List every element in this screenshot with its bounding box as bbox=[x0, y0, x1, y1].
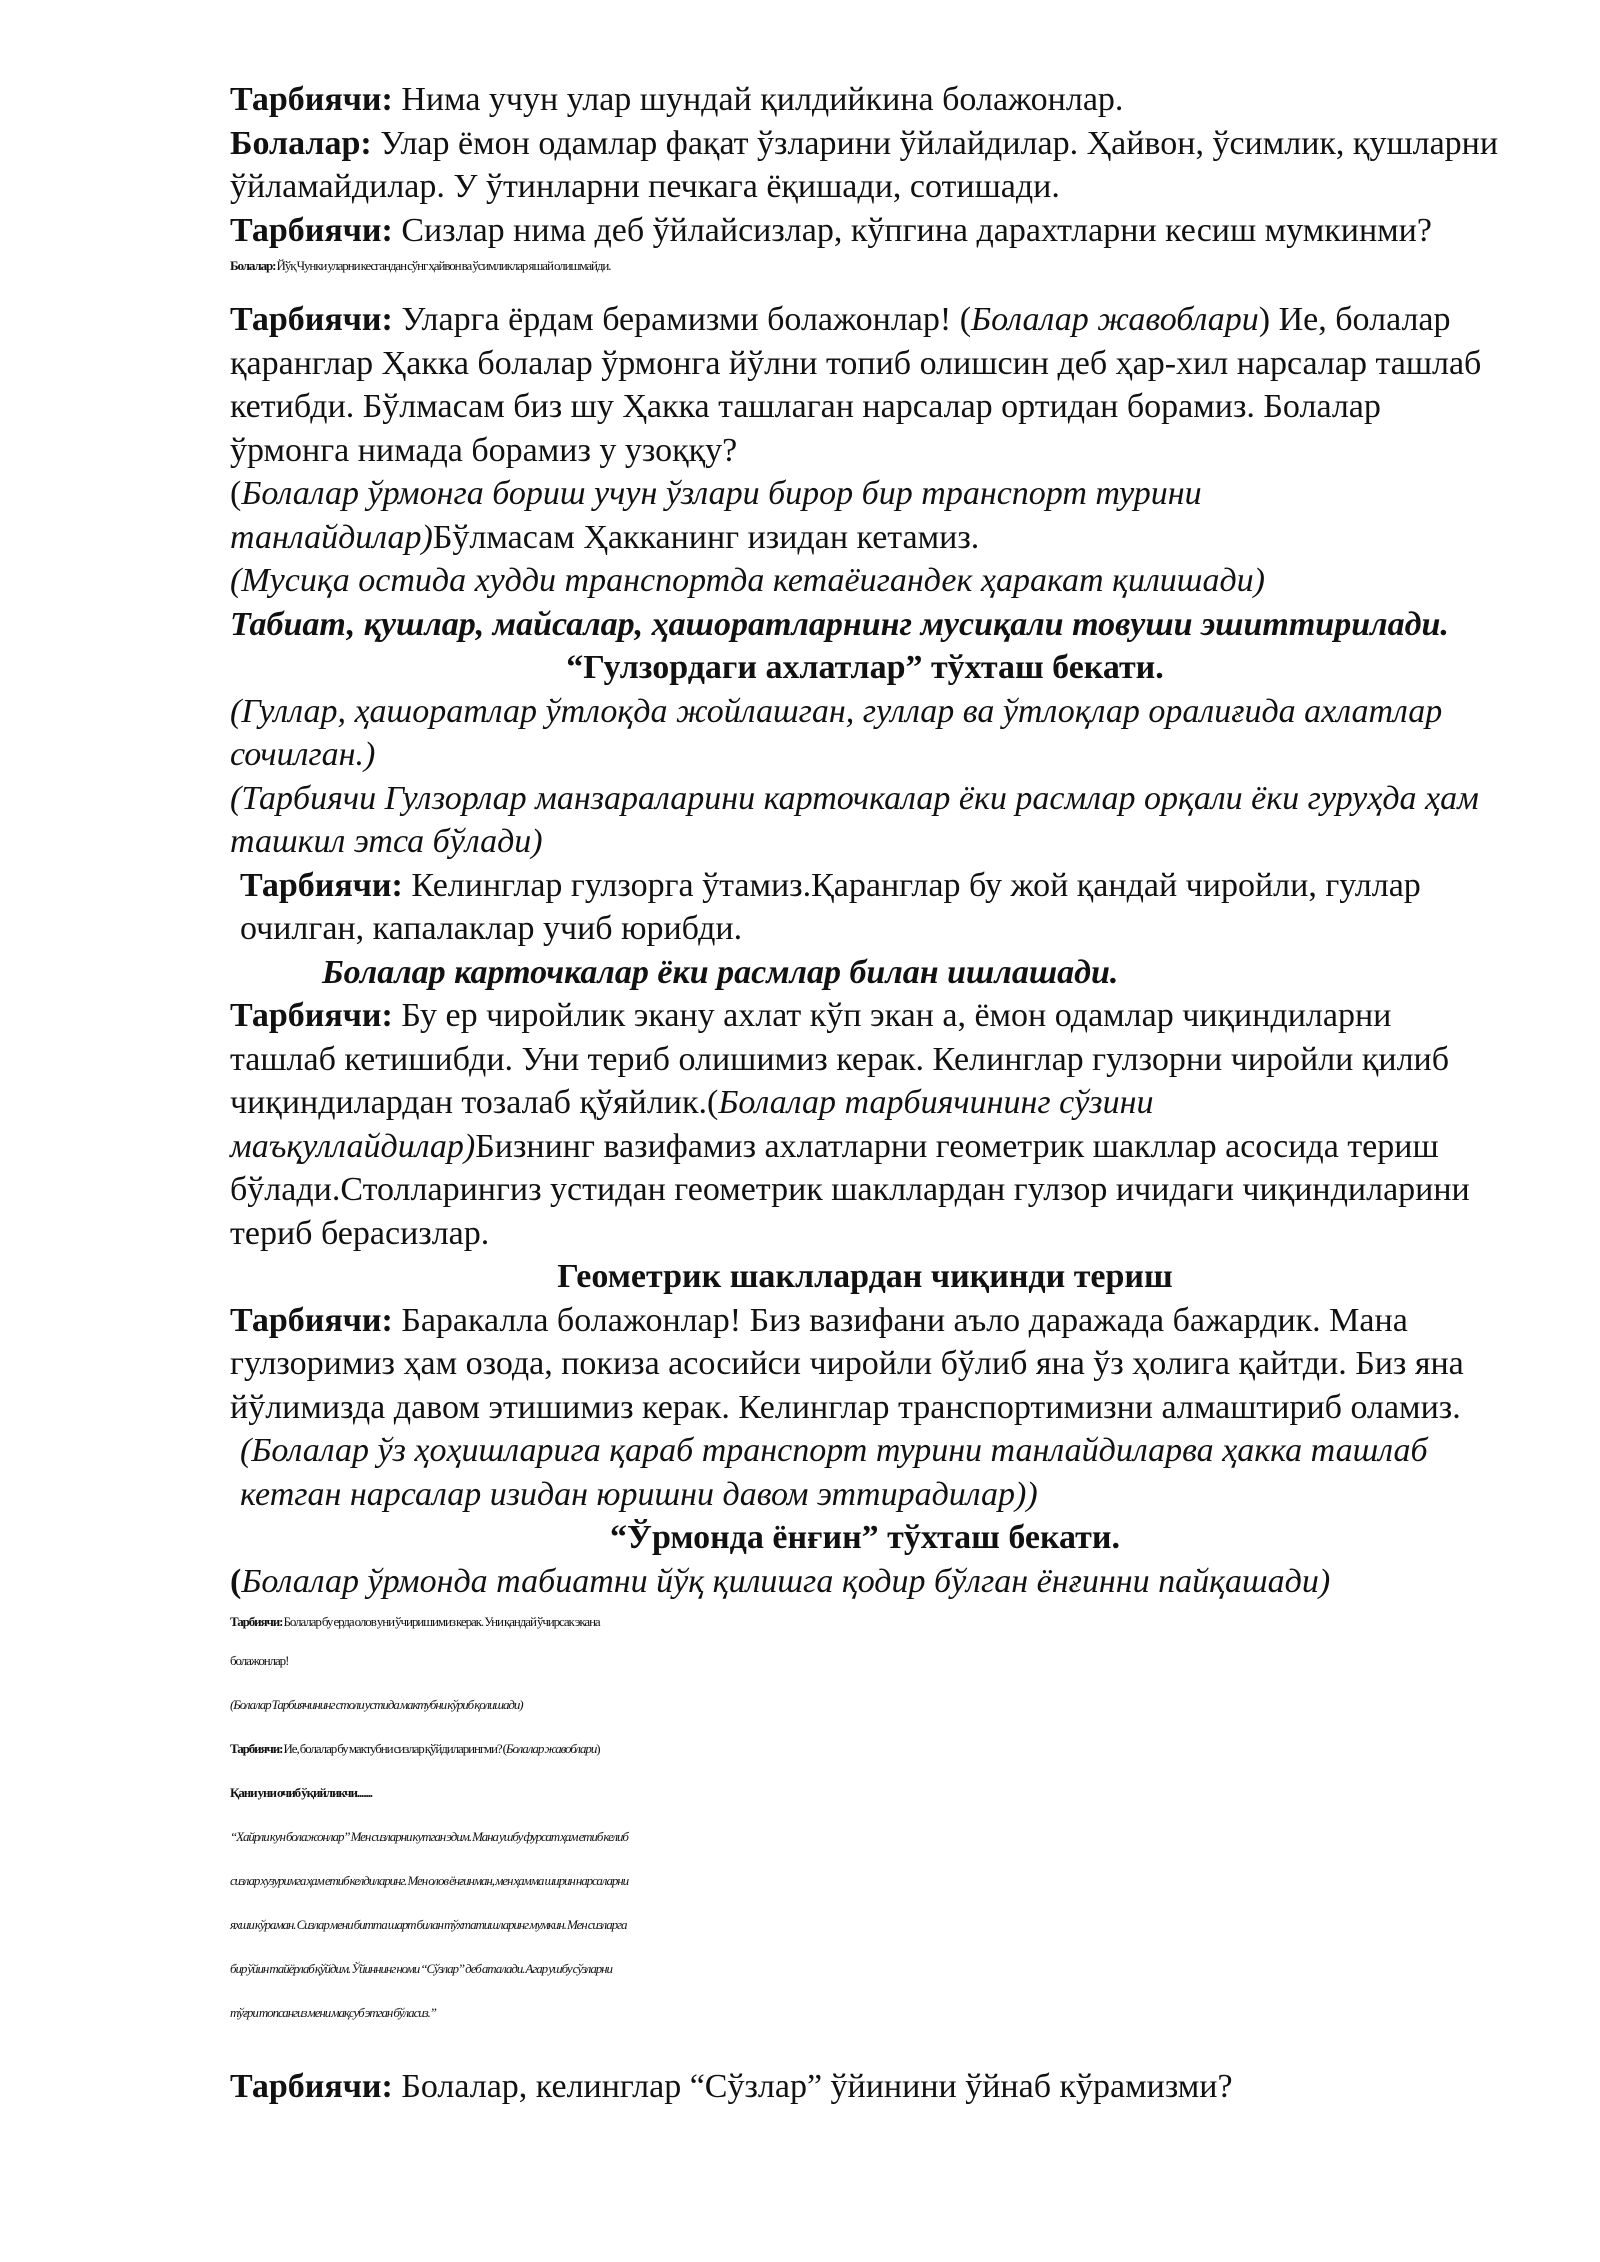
document-page bbox=[230, 78, 1500, 2109]
tiny-italic: Болалар жавоблари bbox=[505, 1741, 597, 1756]
paragraph-6 bbox=[230, 472, 1500, 559]
paragraph-text: Уларга ёрдам берамизми болажонлар! ( bbox=[392, 301, 972, 338]
paragraph-5 bbox=[230, 298, 1500, 472]
tiny-line-3: (Болалар Тарбиячининг столи устида мактубни кўриб қолишади) bbox=[230, 1697, 523, 1712]
tiny-text-block bbox=[230, 1605, 1500, 2035]
speaker-teacher: Тарбиячи: bbox=[230, 997, 393, 1034]
tiny-line-4 bbox=[230, 1727, 1500, 1771]
paragraph-text: ) Ие, болалар қаранглар Ҳакка болалар ўрмонга йўлни топиб олишсин деб ҳар-хил нарсалар ташлаб кетибди. Бўлмасам биз шу Ҳакка ташлаган нарсалар ортидан борамиз. Болалар ўрмонга нимада борамиз у узоққу? bbox=[230, 301, 1482, 469]
tiny-text: Болалар бу ерда олов уни ўчиришимиз керак. Уни қандай ўчирсак экана bbox=[282, 1614, 600, 1629]
speaker-children: Болалар: bbox=[230, 258, 276, 273]
tiny-text: Ие, болалар бу мактубни сизлар қўйдиларингми? ( bbox=[282, 1741, 506, 1756]
paragraph-2 bbox=[230, 122, 1500, 209]
paragraph-1 bbox=[230, 78, 1500, 122]
paragraph-text: Болалар, келинглар “Сўзлар” ўйинини ўйнаб кўрамизми? bbox=[392, 2068, 1233, 2105]
paragraph-15 bbox=[230, 1560, 1500, 1604]
paragraph-italic: Болалар жавоблари bbox=[971, 301, 1259, 338]
paragraph-14: (Болалар ўз ҳоҳишларига қараб транспорт турини танлайдиларва ҳакка ташлаб кетган нарсалар изидан юришни давом эттирадилар)) bbox=[240, 1432, 1428, 1513]
speaker-children: Болалар: bbox=[230, 124, 372, 162]
speaker-teacher: Тарбиячи: bbox=[230, 1741, 283, 1756]
heading-cards-work: Болалар карточкалар ёки расмлар билан ишлашади. bbox=[322, 953, 1119, 991]
paragraph-text: Нима учун улар шундай қилдийкина болажонлар. bbox=[392, 81, 1124, 118]
tiny-text: ) bbox=[596, 1741, 600, 1756]
speaker-teacher: Тарбиячи: bbox=[230, 2068, 393, 2105]
heading-flowerbed-stop: “Гулзордаги ахлатлар” тўхташ бекати. bbox=[566, 649, 1164, 686]
open-paren: ( bbox=[230, 1562, 242, 1600]
speaker-teacher: Тарбиячи: bbox=[230, 211, 393, 249]
open-paren: ( bbox=[230, 475, 242, 512]
tiny-line-2: болажонлар! bbox=[230, 1653, 289, 1668]
heading-geometric-shapes: Геометрик шакллардан чиқинди териш bbox=[557, 1258, 1173, 1295]
speaker-teacher: Тарбиячи: bbox=[230, 301, 393, 338]
paragraph-8: Табиат, қушлар, майсалар, ҳашоратларнинг мусиқали товуши эшиттирилади. bbox=[230, 605, 1449, 643]
paragraph-12 bbox=[230, 994, 1500, 1255]
paragraph-text: Бу ер чиройлик экану ахлат кўп экан а, ёмон одамлар чиқиндиларни ташлаб кетишибди. Уни териб олишимиз керак. Келинглар гулзорни чиройли қилиб чиқиндилардан тозалаб қўяйлик.( bbox=[230, 997, 1450, 1121]
tiny-paragraph-4 bbox=[230, 254, 1500, 278]
speaker-teacher: Тарбиячи: bbox=[230, 1301, 393, 1339]
paragraph-11 bbox=[230, 864, 1500, 951]
paragraph-9: (Гуллар, ҳашоратлар ўтлоқда жойлашган, гуллар ва ўтлоқлар оралиғида ахлатлар сочилган.) bbox=[230, 692, 1443, 773]
paragraph-text: Бўлмасам Ҳакканинг изидан кетамиз. bbox=[432, 518, 980, 556]
paragraph-16 bbox=[230, 2065, 1500, 2109]
spacer bbox=[230, 278, 1500, 298]
paragraph-text: Йўқ Чунки уларни кесгандан сўнг ҳайвон ва ўсимликлар яшай олишмайди. bbox=[275, 258, 611, 273]
paragraph-3 bbox=[230, 209, 1500, 253]
paragraph-text: Бизнинг вазифамиз ахлатларни геометрик шакллар асосида териш бўлади.Столларингиз устидан геометрик шакллардан гулзор ичидаги чиқиндиларини териб берасизлар. bbox=[230, 1127, 1470, 1252]
paragraph-italic: Болалар ўрмонда табиатни йўқ қилишга қодир бўлган ёнғинни пайқашади) bbox=[241, 1562, 1331, 1600]
speaker-teacher: Тарбиячи: bbox=[240, 866, 403, 904]
paragraph-text: Улар ёмон одамлар фақат ўзларини ўйлайдилар. Ҳайвон, ўсимлик, қушларни ўйламайдилар. У ўтинларни печкага ёқишади, сотишади. bbox=[230, 124, 1499, 205]
paragraph-13 bbox=[230, 1299, 1500, 1430]
paragraph-italic: Болалар ўрмонга бориш учун ўзлари бирор бир транспорт турини танлайдилар) bbox=[230, 475, 1202, 556]
tiny-line-8: яхши кўраман. Сизлар мени битта шарт билан тўхтатишларинг мумкин. Мен сизларга bbox=[230, 1917, 627, 1932]
paragraph-10: (Тарбиячи Гулзорлар манзараларини карточкалар ёки расмлар орқали ёки гуруҳда ҳам ташкил этса бўлади) bbox=[230, 779, 1479, 860]
speaker-teacher: Тарбиячи: bbox=[230, 81, 393, 118]
tiny-line-7: сизлар хузуримга ҳам етиб келдиларинг. Мен олов ёнғинман, мен ҳамма ширин нарсаларни bbox=[230, 1873, 629, 1888]
paragraph-text: Баракалла болажонлар! Биз вазифани аъло даражада бажардик. Мана гулзоримиз ҳам озода, покиза асосийси чиройли бўлиб яна ўз ҳолига қайтди. Биз яна йўлимизда давом этишимиз керак. Келинглар транспортимизни алмаштириб оламиз. bbox=[230, 1301, 1464, 1426]
tiny-line-10: тўғри топсангиз мени мақсуб этган бўласиз.” bbox=[230, 2005, 436, 2020]
speaker-teacher: Тарбиячи: bbox=[230, 1614, 283, 1629]
tiny-line-9: бир ўйин тайёрлаб қўйдим. Ўйиннинг номи “Сўзлар” деб аталади. Агар ушбу сўзларни bbox=[230, 1961, 612, 1976]
paragraph-italic: Болалар тарбиячининг сўзини маъқуллайдилар) bbox=[230, 1084, 1154, 1165]
tiny-line-6: “Хайрли кун болажонлар” Мен сизларни кутган эдим. Мана ушбу фурсат ҳам етиб келиб bbox=[230, 1829, 628, 1844]
paragraph-text: Сизлар нима деб ўйлайсизлар, кўпгина дарахтларни кесиш мумкинми? bbox=[392, 211, 1432, 249]
heading-forest-fire-stop: “Ўрмонда ёнғин” тўхташ бекати. bbox=[610, 1519, 1120, 1556]
paragraph-7: (Мусиқа остида худди транспортда кетаёигандек ҳаракат қилишади) bbox=[230, 562, 1265, 599]
tiny-line-5: Қани уни очиб ўқийликчи....... bbox=[230, 1785, 372, 1800]
paragraph-text: Келинглар гулзорга ўтамиз.Қаранглар бу жой қандай чиройли, гуллар очилган, капалаклар учиб юрибди. bbox=[240, 866, 1421, 947]
tiny-line-1 bbox=[230, 1605, 1500, 1639]
